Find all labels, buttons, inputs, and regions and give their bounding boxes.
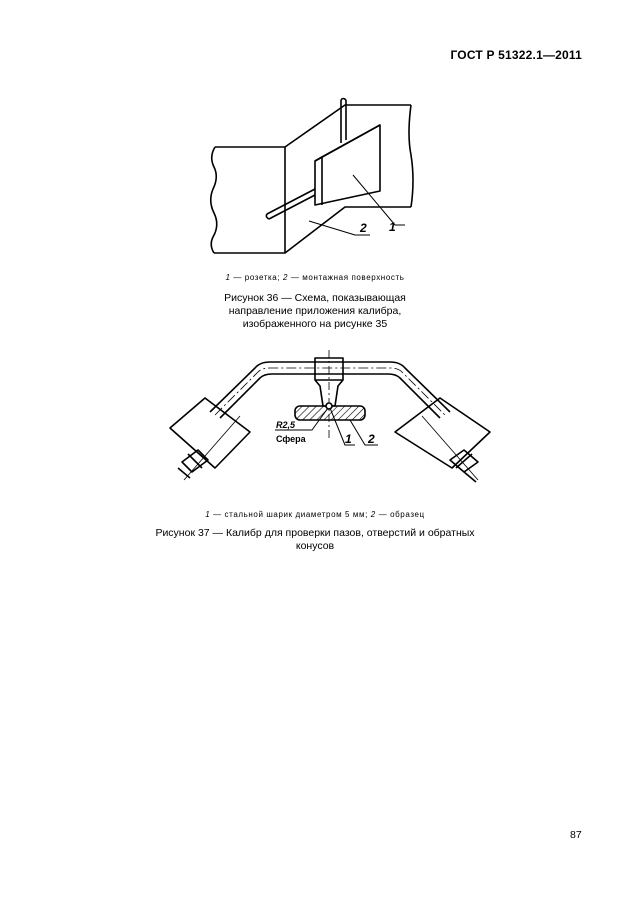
left-block xyxy=(170,398,250,468)
document-header: ГОСТ Р 51322.1—2011 xyxy=(450,48,582,62)
figure-36-drawing xyxy=(205,95,420,265)
right-axis xyxy=(422,416,478,480)
label-1: 1 xyxy=(389,220,396,234)
label-2: 2 xyxy=(368,432,375,446)
figure-37-drawing xyxy=(160,350,500,490)
figure-36-legend: 1 — розетка; 2 — монтажная поверхность xyxy=(225,273,405,282)
right-block xyxy=(395,398,490,468)
radius-label: R2,5 xyxy=(276,420,296,430)
horizontal-pin xyxy=(266,189,315,219)
steel-ball xyxy=(326,403,332,409)
block-top-edge xyxy=(215,105,411,147)
socket-plate-front xyxy=(322,125,380,157)
break-line xyxy=(211,147,217,253)
socket-plate-back xyxy=(315,125,380,205)
figure-37-caption: Рисунок 37 — Калибр для проверки пазов, отверстий и обратных конусов xyxy=(155,527,475,552)
figure-36-caption: Рисунок 36 — Схема, показывающая направление приложения калибра, изображенного на рисунке 35 xyxy=(224,292,406,330)
label-1: 1 xyxy=(345,432,352,446)
socket-plate-side xyxy=(315,157,322,205)
block-bottom-edge xyxy=(214,207,411,253)
page-number: 87 xyxy=(570,829,582,841)
leader-1 xyxy=(353,175,405,225)
sphere-label: Сфера xyxy=(276,434,306,444)
left-screw xyxy=(178,450,208,478)
figure-37-legend: 1 — стальной шарик диаметром 5 мм; 2 — образец xyxy=(205,510,425,519)
label-2: 2 xyxy=(360,221,367,235)
right-break xyxy=(409,105,413,207)
